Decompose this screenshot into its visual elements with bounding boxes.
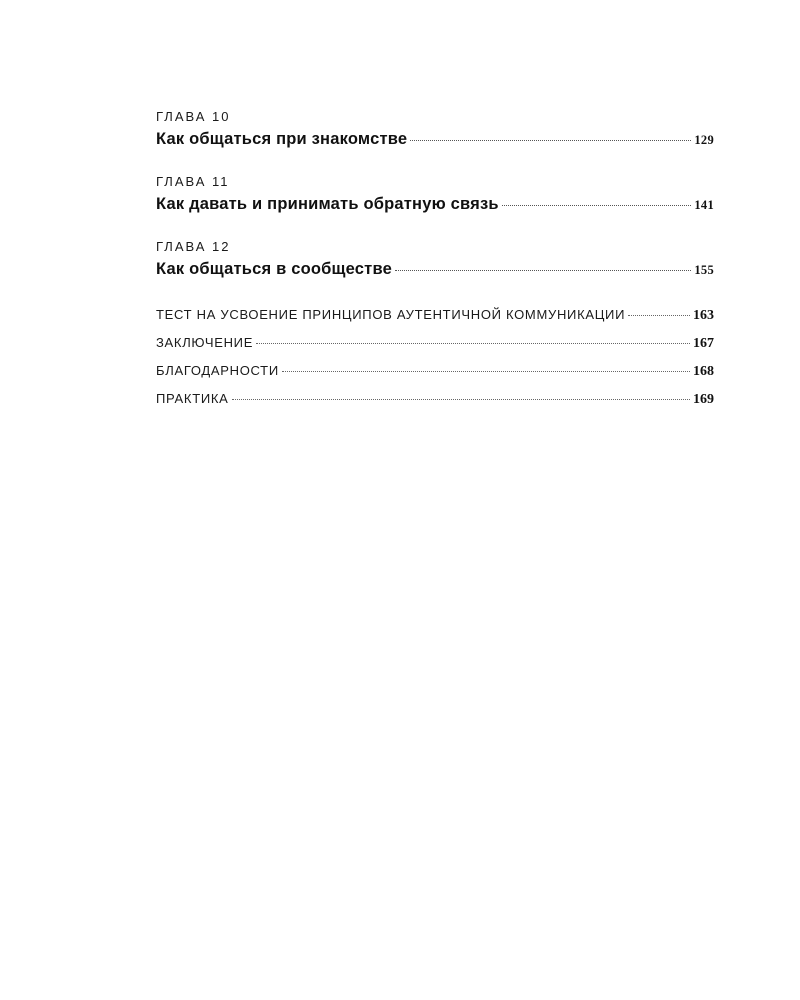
page-number: 167 (693, 336, 714, 351)
table-of-contents (156, 108, 714, 413)
dot-leader (502, 205, 692, 206)
toc-entry-test[interactable] (156, 301, 714, 329)
dot-leader (232, 399, 690, 400)
chapter-label: ГЛАВА 10 (156, 109, 231, 124)
toc-chapter-12 (156, 238, 714, 282)
section-title[interactable]: БЛАГОДАРНОСТИ (156, 363, 279, 378)
chapter-title[interactable]: Как общаться в сообществе (156, 260, 392, 278)
toc-entry-practice[interactable] (156, 385, 714, 413)
chapter-title[interactable]: Как давать и принимать обратную связь (156, 195, 499, 213)
toc-entry[interactable] (156, 191, 714, 217)
chapter-title[interactable]: Как общаться при знакомстве (156, 130, 408, 148)
dot-leader (410, 140, 691, 141)
page-number: 168 (693, 364, 714, 379)
section-title[interactable]: ЗАКЛЮЧЕНИЕ (156, 335, 254, 350)
section-title[interactable]: ПРАКТИКА (156, 391, 229, 406)
toc-entry[interactable] (156, 256, 714, 282)
toc-entry-conclusion[interactable] (156, 329, 714, 357)
dot-leader (282, 371, 690, 372)
chapter-label: ГЛАВА 12 (156, 239, 231, 254)
toc-chapter-11 (156, 173, 714, 217)
chapter-label: ГЛАВА 11 (156, 174, 230, 189)
page-number: 163 (693, 308, 714, 323)
page-number: 169 (693, 392, 714, 407)
dot-leader (628, 315, 690, 316)
page-number: 155 (694, 263, 714, 277)
toc-entry-acknowledgements[interactable] (156, 357, 714, 385)
toc-entry[interactable] (156, 126, 714, 152)
dot-leader (256, 343, 690, 344)
page-number: 141 (694, 198, 714, 212)
toc-chapter-10 (156, 108, 714, 152)
section-title[interactable]: ТЕСТ НА УСВОЕНИЕ ПРИНЦИПОВ АУТЕНТИЧНОЙ КОММУНИКАЦИИ (156, 307, 626, 322)
toc-back-matter (156, 301, 714, 413)
dot-leader (395, 270, 691, 271)
page-number: 129 (694, 133, 714, 147)
